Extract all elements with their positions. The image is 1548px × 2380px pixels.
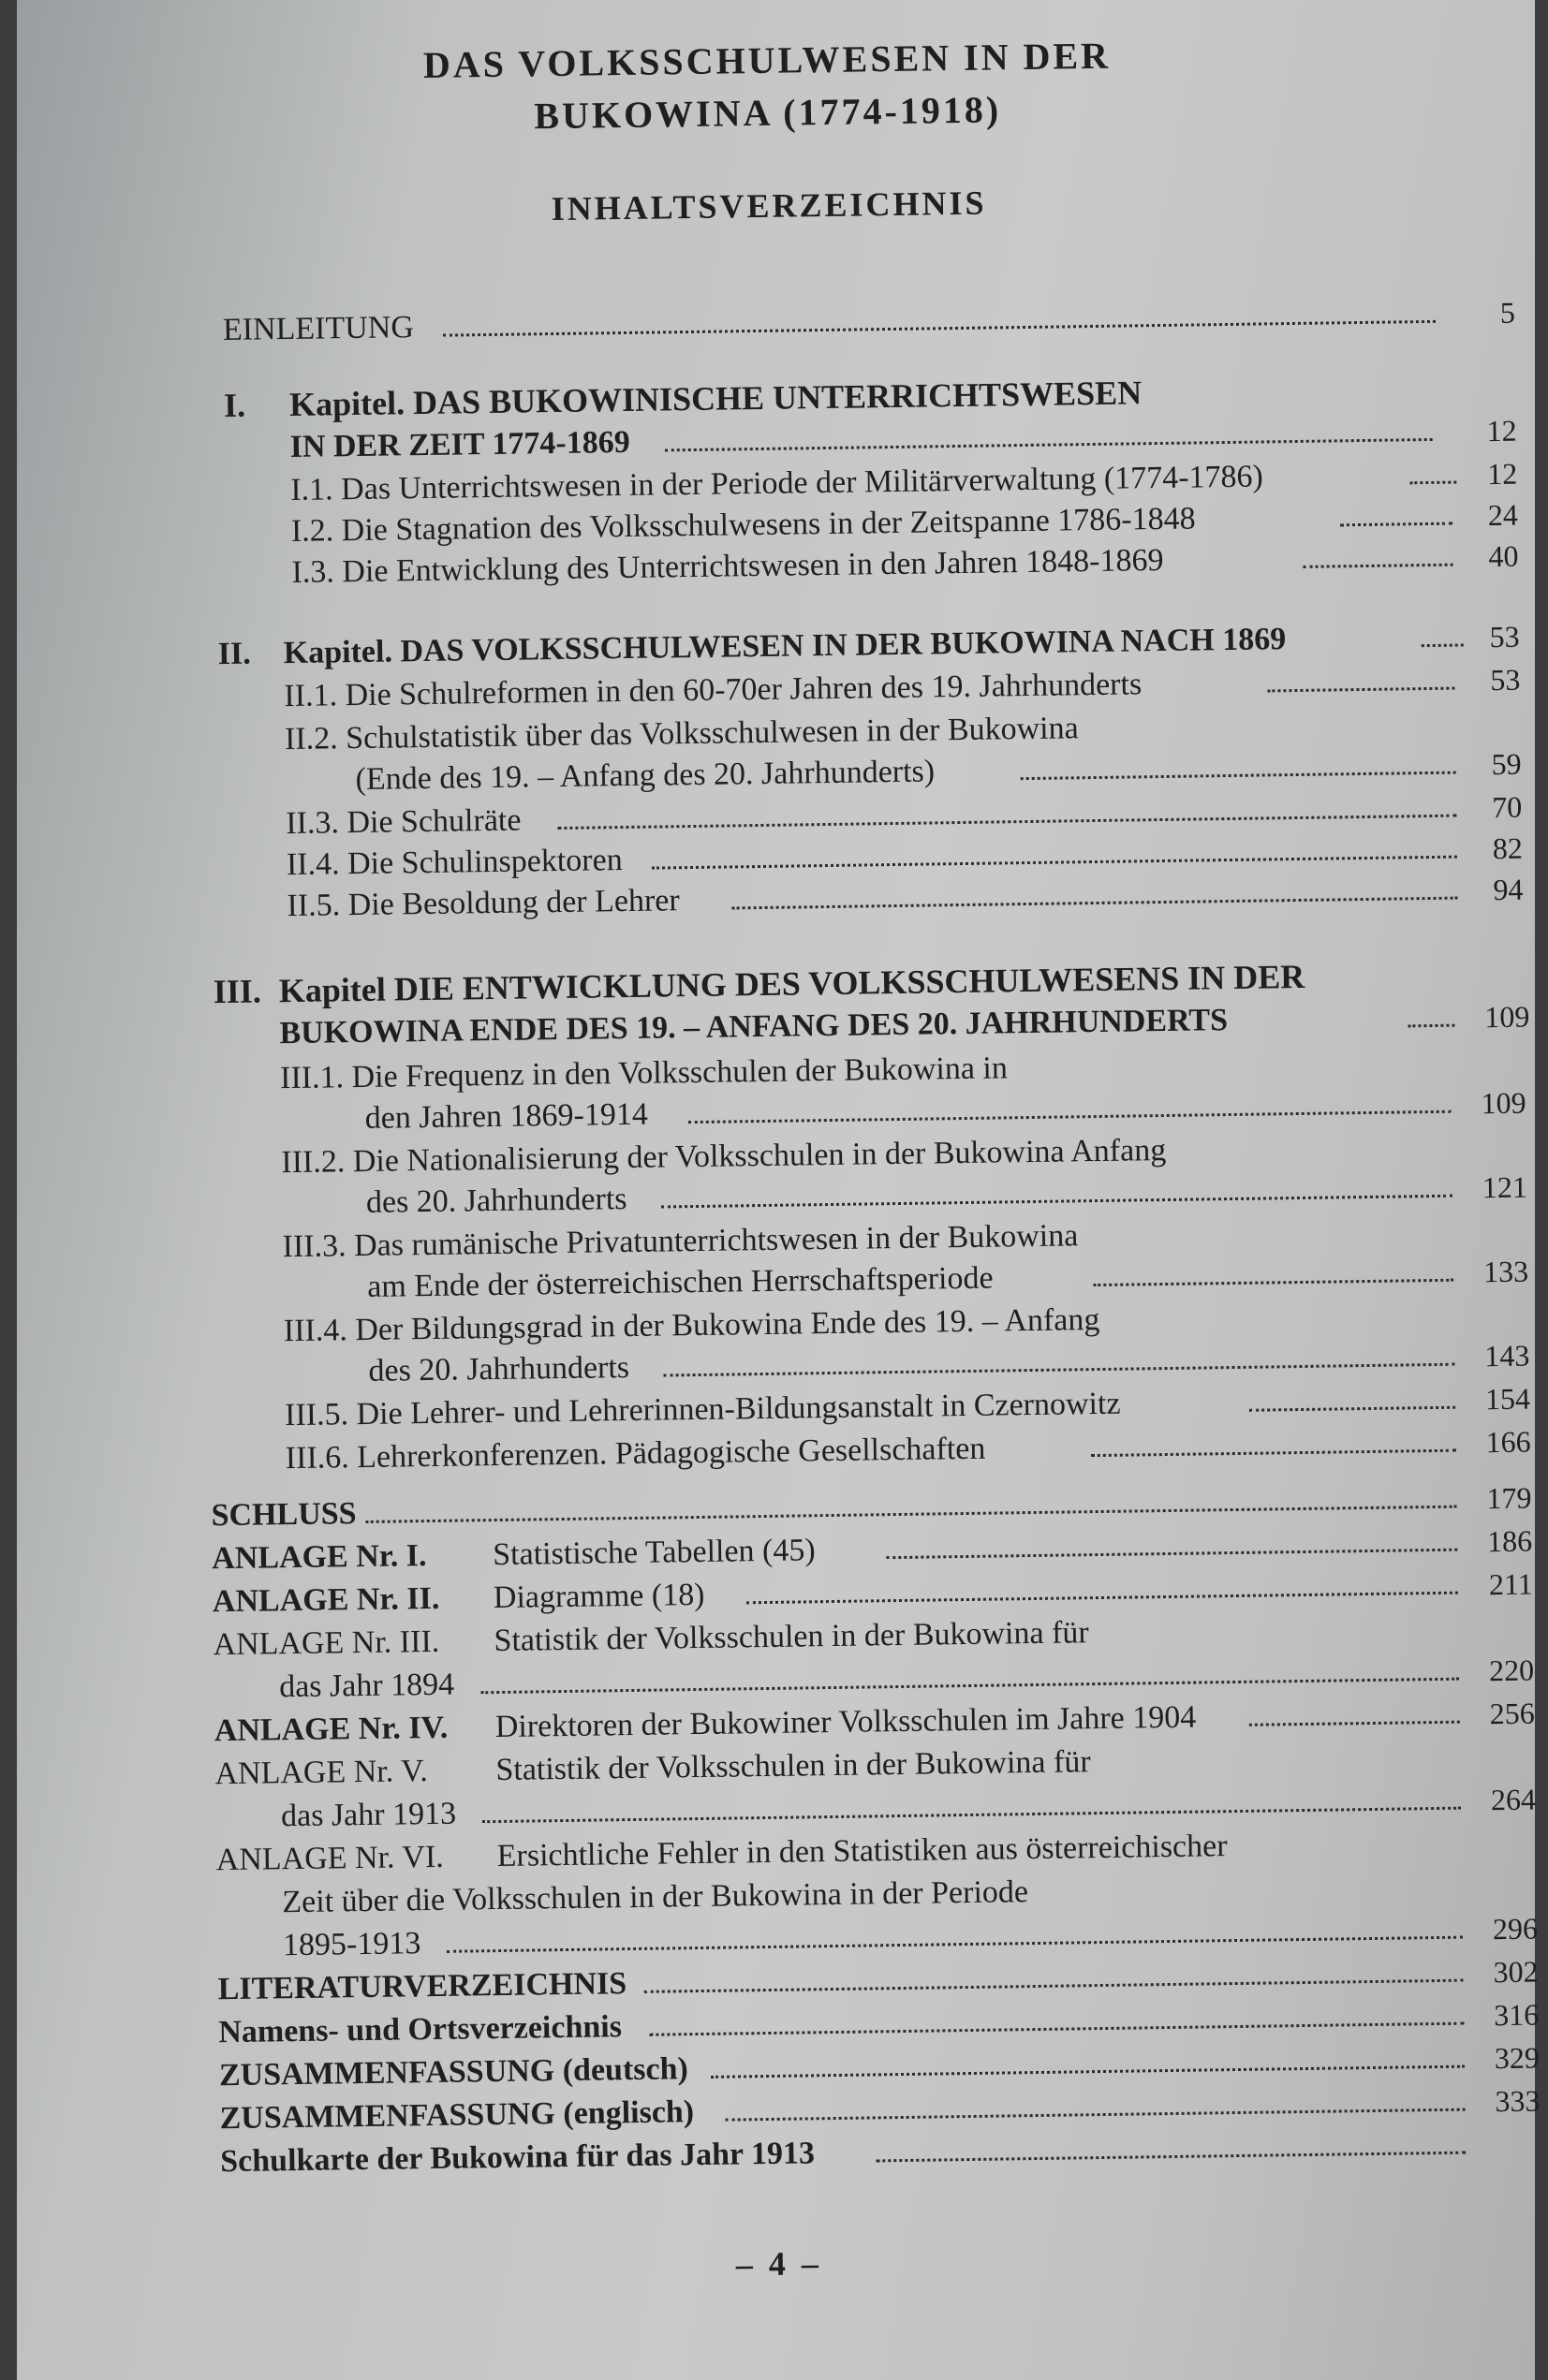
dot-leader [1021,771,1456,780]
toc-entry-label: II.4. Die Schulinspektoren [286,843,623,883]
chapter-number-2: II. [217,636,251,672]
dot-leader [644,1979,1464,1993]
anlage-1-title: Statistische Tabellen (45) [492,1533,816,1573]
anlage-5-title-cont: das Jahr 1913 [280,1796,457,1834]
book-page [17,0,1541,2380]
dot-leader [652,856,1457,870]
toc-entry-3-4-line-1[interactable]: III.4. Der Bildungsgrad in der Bukowina Ende des 19. – Anfang [283,1301,1100,1349]
toc-page-number: 53 [1489,619,1520,654]
toc-entry-anlage-5[interactable] [281,1779,1536,1838]
toc-entry-label: I.2. Die Stagnation des Volksschulwesens in der Zeitspanne 1786-1848 [290,501,1196,549]
anlage-2-title: Diagramme (18) [493,1577,705,1616]
toc-page-number: 12 [1486,413,1517,448]
chapter-3-title-cont: BUKOWINA ENDE DES 19. – ANFANG DES 20. JAHRHUNDERTS [279,1003,1229,1051]
dot-leader [1267,687,1454,693]
book-title-line-2: BUKOWINA (1774-1918) [534,88,1002,138]
toc-page-number: 333 [1495,2083,1541,2119]
dot-leader [661,1195,1452,1209]
chapter-1-title[interactable]: Kapitel. DAS BUKOWINISCHE UNTERRICHTSWESEN [288,374,1143,423]
anlage-4-title: Direktoren der Bukowiner Volksschulen im Jahre 1904 [494,1699,1197,1745]
dot-leader [1091,1449,1456,1457]
dot-leader [1093,1279,1453,1286]
toc-entry-label: Namens- und Ortsverzeichnis [218,2009,623,2050]
page-number-footer: – 4 – [735,2244,823,2284]
toc-page-number: 186 [1486,1523,1533,1559]
toc-page-number: 40 [1488,538,1519,574]
toc-heading: INHALTSVERZEICHNIS [551,184,987,228]
toc-entry-label: des 20. Jahrhunderts [365,1182,627,1220]
toc-entry-label: ANLAGE Nr. I. [212,1538,427,1577]
toc-entry-label: LITERATURVERZEICHNIS [217,1966,627,2007]
toc-entry-label: des 20. Jahrhunderts [368,1350,630,1388]
anlage-6-label: ANLAGE Nr. VI. [215,1839,445,1878]
dot-leader [665,438,1433,451]
toc-page-number: 12 [1486,456,1518,492]
dot-leader [664,1363,1455,1377]
toc-entry-3-3-line-1[interactable]: III.3. Das rumänische Privatunterrichtswesen in der Bukowina [282,1218,1079,1265]
dot-leader [482,1807,1461,1824]
anlage-5-label: ANLAGE Nr. V. [214,1754,429,1792]
toc-page-number: 5 [1499,295,1516,330]
toc-entry-label: II.5. Die Besoldung der Lehrer [287,883,680,924]
dot-leader [557,815,1456,830]
dot-leader [1408,1024,1454,1028]
anlage-3-label: ANLAGE Nr. III. [213,1623,440,1663]
toc-entry-2-2-line-1[interactable]: II.2. Schulstatistik über das Volksschulwesen in der Bukowina [284,711,1079,757]
toc-page-number: 316 [1493,1997,1540,2033]
toc-page-number: 143 [1484,1338,1530,1374]
toc-entry-label: am Ende der österreichischen Herrschaftsperiode [366,1260,994,1304]
toc-entry-label: III.6. Lehrerkonferenzen. Pädagogische Gesellschaften [285,1431,986,1476]
anlage-3-title-cont: das Jahr 1894 [278,1667,455,1705]
dot-leader [1304,564,1453,568]
chapter-1-title-cont: IN DER ZEIT 1774-1869 [289,424,630,464]
toc-entry-label: II.1. Die Schulreformen in den 60-70er Jahren des 19. Jahrhunderts [284,667,1143,714]
dot-leader [746,1592,1458,1605]
dot-leader [688,1110,1452,1124]
toc-entry-label: ZUSAMMENFASSUNG (englisch) [219,2094,695,2137]
anlage-5-title[interactable]: Statistik der Volksschulen in der Bukowina für [495,1744,1091,1788]
toc-page-number: 220 [1488,1653,1535,1688]
anlage-3-title[interactable]: Statistik der Volksschulen in der Bukowina für [494,1615,1089,1659]
dot-leader [1249,1721,1460,1726]
dot-leader [649,2022,1464,2036]
toc-page-number: 329 [1494,2040,1541,2076]
chapter-number-1: I. [223,386,246,424]
toc-entry-label: Schulkarte der Bukowina für das Jahr 1913 [219,2136,816,2180]
toc-page-number: 166 [1485,1424,1531,1460]
toc-entry-label: SCHLUSS [211,1496,357,1534]
toc-entry-label: I.1. Das Unterrichtswesen in der Periode der Militärverwaltung (1774-1786) [290,459,1264,507]
toc-page-number: 109 [1484,999,1530,1035]
dot-leader [480,1678,1459,1695]
dot-leader [1340,522,1452,527]
chapter-number-3: III. [213,972,262,1011]
toc-page-number: 53 [1490,662,1521,698]
page-content [17,0,1548,2380]
toc-entry-label: (Ende des 19. – Anfang des 20. Jahrhunderts) [355,754,936,798]
anlage-6-title[interactable]: Ersichtliche Fehler in den Statistiken aus österreichischer [496,1829,1228,1874]
toc-entry-3-1-line-1[interactable]: III.1. Die Frequenz in den Volksschulen der Bukowina in [279,1050,1009,1096]
toc-page-number: 211 [1488,1566,1534,1602]
toc-page-number: 109 [1481,1085,1526,1121]
chapter-2-title: Kapitel. DAS VOLKSSCHULWESEN IN DER BUKOWINA NACH 1869 [283,622,1287,671]
book-title-line-1: DAS VOLKSSCHULWESEN IN DER [422,34,1112,86]
toc-page-number: 256 [1489,1696,1535,1731]
dot-leader [886,1549,1457,1560]
toc-entry-label: I.3. Die Entwicklung des Unterrichtswesen in den Jahren 1848-1869 [291,542,1164,590]
toc-page-number: 121 [1482,1169,1528,1205]
toc-page-number: 24 [1487,497,1519,533]
dot-leader [1409,481,1456,485]
toc-page-number: 302 [1493,1954,1539,1990]
toc-page-number: 59 [1491,746,1522,782]
dot-leader [443,320,1436,337]
toc-entry-einleitung[interactable] [223,292,1515,351]
toc-entry-label: den Jahren 1869-1914 [364,1096,649,1136]
dot-leader [732,897,1458,910]
dot-leader [447,1936,1463,1953]
dot-leader [726,2108,1466,2122]
dot-leader [876,2152,1466,2163]
anlage-6-title-cont-1: Zeit über die Volksschulen in der Bukowina in der Periode [282,1874,1029,1920]
dot-leader [1249,1406,1455,1412]
toc-entry-label: ANLAGE Nr. IV. [214,1710,449,1749]
toc-page-number: 70 [1491,789,1523,825]
toc-entry-label: ANLAGE Nr. II. [212,1580,440,1620]
toc-page-number: 133 [1482,1254,1529,1289]
chapter-3-title[interactable]: Kapitel DIE ENTWICKLUNG DES VOLKSSCHULWESENS IN DER [278,957,1305,1010]
toc-page-number: 264 [1490,1782,1537,1817]
anlage-6-title-cont-2: 1895-1913 [282,1926,421,1963]
toc-page-number: 82 [1492,830,1524,866]
toc-entry-label: III.5. Die Lehrer- und Lehrerinnen-Bildungsanstalt in Czernowitz [284,1386,1121,1433]
toc-entry-label: ZUSAMMENFASSUNG (deutsch) [218,2051,689,2094]
toc-entry-label: II.3. Die Schulräte [286,802,522,842]
toc-page-number: 296 [1492,1911,1539,1947]
toc-page-number: 94 [1493,872,1524,907]
toc-page-number: 179 [1486,1480,1532,1516]
dot-leader [366,1506,1457,1523]
toc-entry-label: EINLEITUNG [222,310,415,347]
toc-entry-3-2-line-1[interactable]: III.2. Die Nationalisierung der Volksschulen in der Bukowina Anfang [281,1132,1167,1181]
toc-page-number: 154 [1484,1381,1531,1417]
dot-leader [711,2065,1465,2079]
